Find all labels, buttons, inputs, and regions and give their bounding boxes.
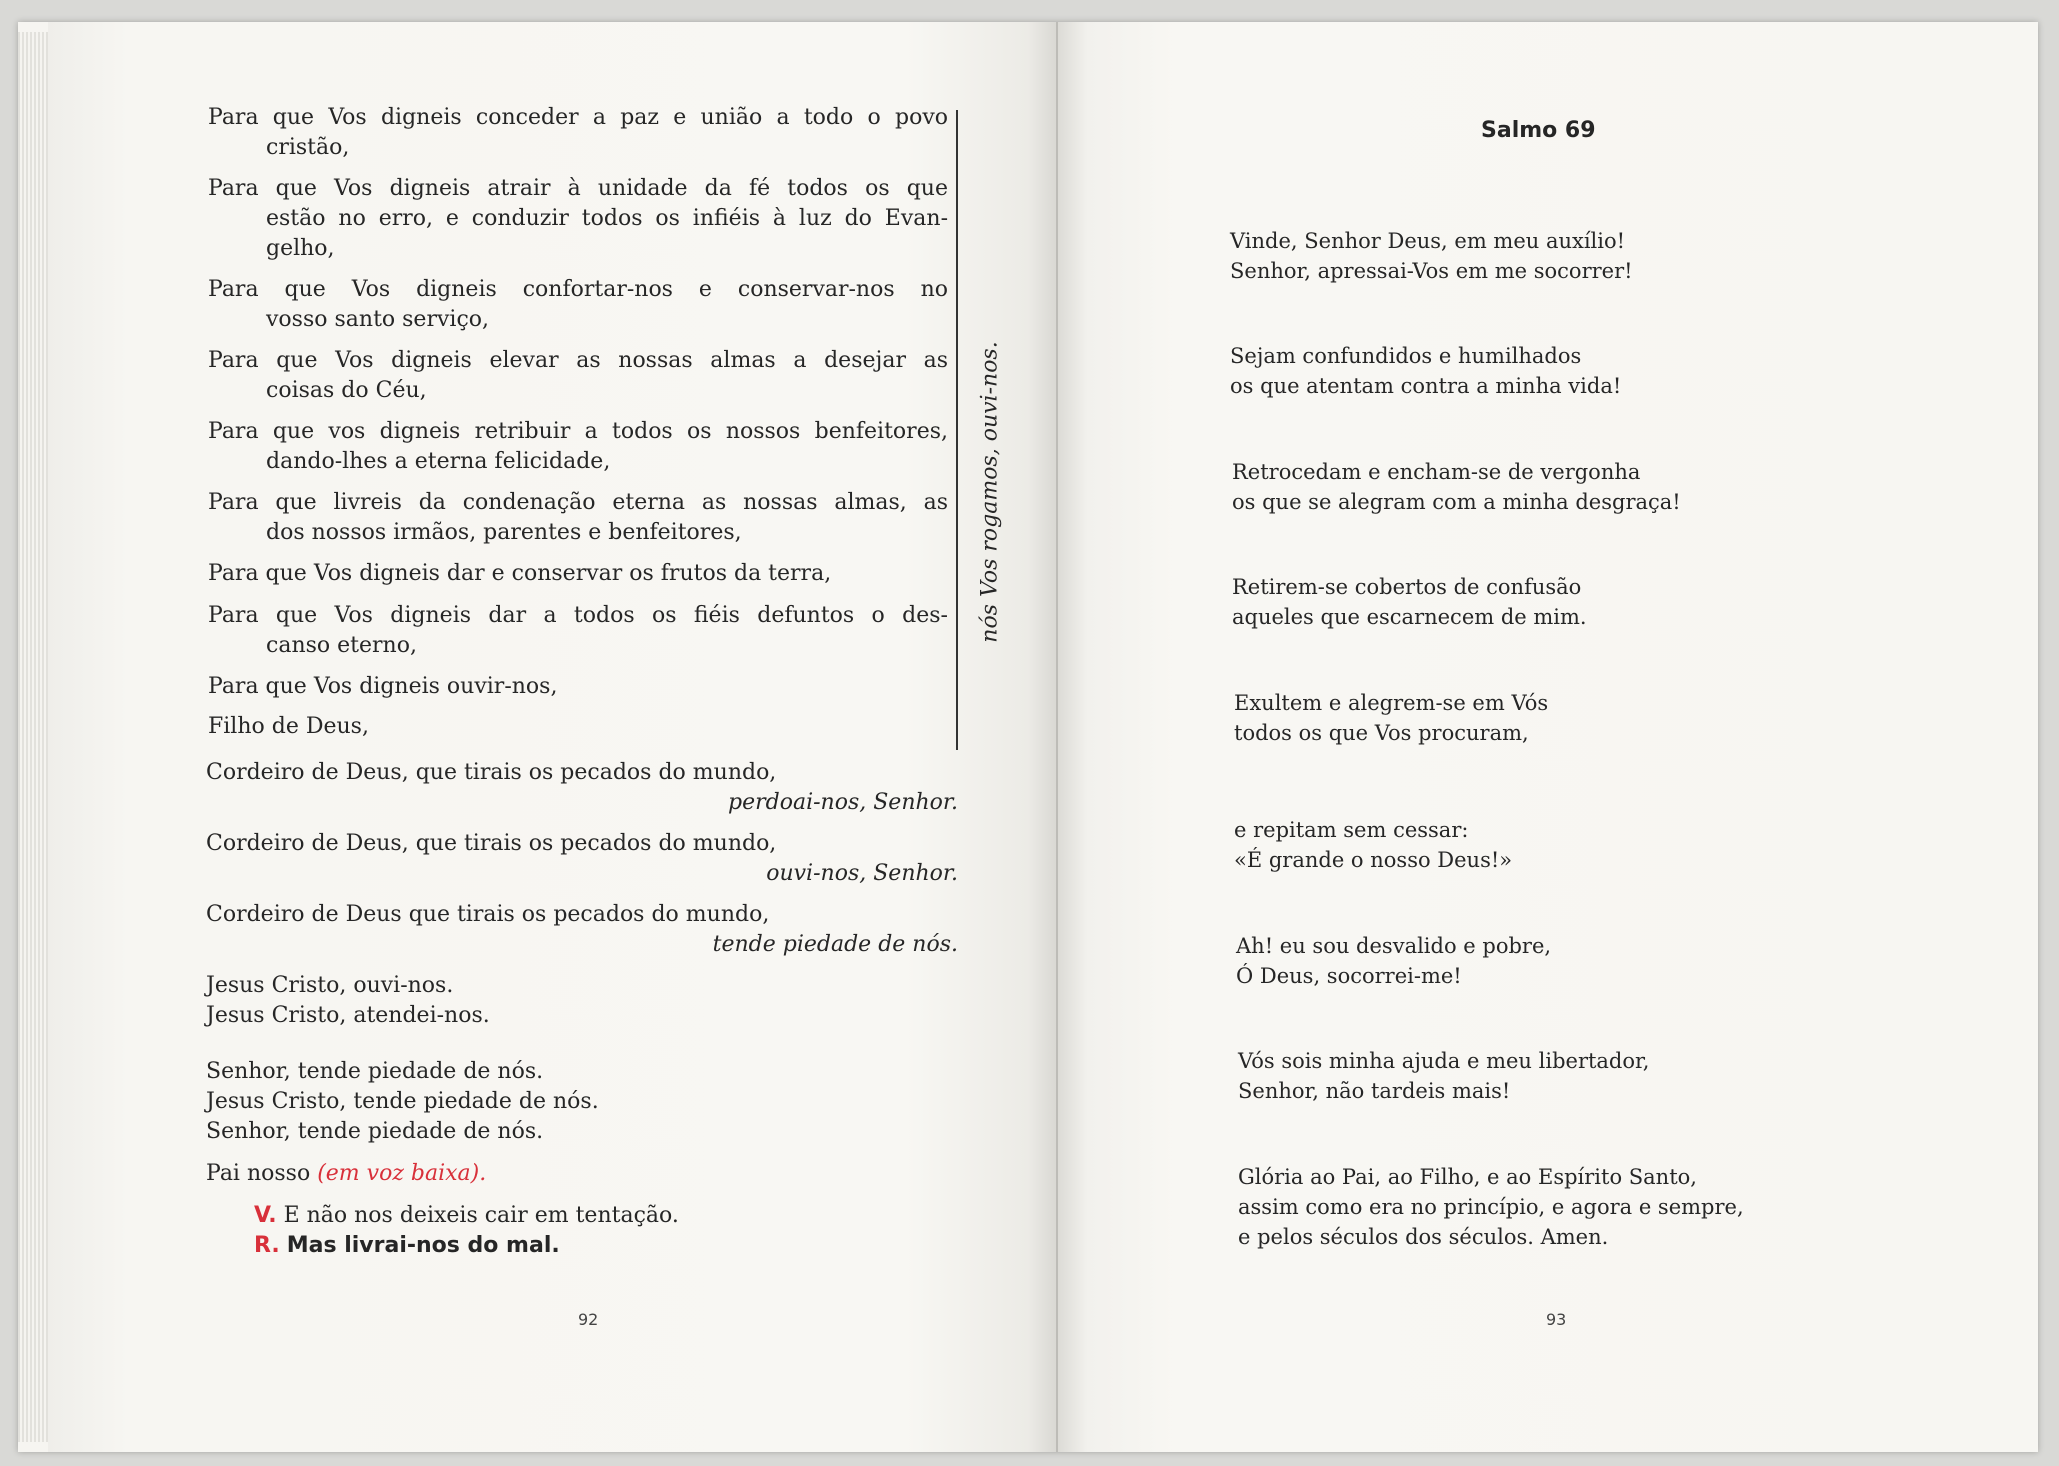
right-page bbox=[1058, 22, 2038, 1452]
versicle-label: V. bbox=[254, 1203, 277, 1228]
petition-line: Para que Vos digneis dar e conservar os frutos da terra, bbox=[208, 561, 832, 586]
petition-line: dos nossos irmãos, parentes e benfeitores, bbox=[266, 520, 742, 545]
versicle-line bbox=[254, 1202, 679, 1230]
petition-line: Para que Vos digneis dar a todos os fiéis defuntos o des- bbox=[208, 603, 948, 628]
pai-nosso-rubric: (em voz baixa). bbox=[317, 1161, 487, 1186]
page-number-left: 92 bbox=[578, 1310, 599, 1329]
page-number-right: 93 bbox=[1546, 1310, 1567, 1329]
stanza-line: assim como era no princípio, e agora e sempre, bbox=[1238, 1195, 1744, 1219]
petition-line: vosso santo serviço, bbox=[266, 307, 489, 332]
stanza-line: Sejam confundidos e humilhados bbox=[1230, 344, 1582, 368]
agnus-response: ouvi-nos, Senhor. bbox=[766, 861, 958, 886]
petition-line: Filho de Deus, bbox=[208, 714, 369, 739]
petition-line: Para que Vos digneis atrair à unidade da fé todos os que bbox=[208, 176, 948, 201]
stanza-line: aqueles que escarnecem de mim. bbox=[1232, 605, 1587, 629]
jesus-line: Jesus Cristo, ouvi-nos. bbox=[206, 973, 454, 998]
stanza-line: Exultem e alegrem-se em Vós bbox=[1234, 691, 1549, 715]
open-book bbox=[18, 22, 2038, 1452]
stanza-line: Ó Deus, socorrei-me! bbox=[1236, 964, 1462, 988]
kyrie-line: Jesus Cristo, tende piedade de nós. bbox=[206, 1089, 599, 1114]
versicle-text: E não nos deixeis cair em tentação. bbox=[283, 1203, 679, 1228]
stanza-line: e pelos séculos dos séculos. Amen. bbox=[1238, 1225, 1609, 1249]
petition-line: canso eterno, bbox=[266, 633, 417, 658]
stanza-line: Vinde, Senhor Deus, em meu auxílio! bbox=[1230, 229, 1626, 253]
petition-line: coisas do Céu, bbox=[266, 378, 427, 403]
agnus-response: tende piedade de nós. bbox=[712, 932, 958, 957]
petition-line: Para que Vos digneis elevar as nossas almas a desejar as bbox=[208, 348, 948, 373]
response-text: Mas livrai-nos do mal. bbox=[286, 1233, 560, 1258]
page-edges bbox=[18, 32, 48, 1442]
response-label: R. bbox=[254, 1233, 280, 1258]
petition-line: Para que Vos digneis confortar-nos e conservar-nos no bbox=[208, 277, 948, 302]
jesus-line: Jesus Cristo, atendei-nos. bbox=[206, 1003, 490, 1028]
petition-line: dando-lhes a eterna felicidade, bbox=[266, 449, 611, 474]
response-bracket bbox=[956, 110, 958, 750]
petition-line: gelho, bbox=[266, 236, 335, 261]
petition-line: Para que Vos digneis conceder a paz e união a todo o povo bbox=[208, 105, 948, 130]
stanza-line: «É grande o nosso Deus!» bbox=[1234, 848, 1513, 872]
stanza-line: e repitam sem cessar: bbox=[1234, 818, 1469, 842]
bracket-response-text: nós Vos rogamos, ouvi-nos. bbox=[977, 341, 1003, 643]
stanza-line: Retirem-se cobertos de confusão bbox=[1232, 575, 1582, 599]
petition-line: estão no erro, e conduzir todos os infiéis à luz do Evan- bbox=[266, 206, 948, 231]
stanza-line: Senhor, não tardeis mais! bbox=[1238, 1079, 1511, 1103]
stanza-line: Ah! eu sou desvalido e pobre, bbox=[1236, 934, 1552, 958]
petition-line: Para que livreis da condenação eterna as nossas almas, as bbox=[208, 490, 948, 515]
agnus-line: Cordeiro de Deus que tirais os pecados do mundo, bbox=[206, 902, 770, 927]
stanza-line: os que atentam contra a minha vida! bbox=[1230, 374, 1622, 398]
stanza-line: Glória ao Pai, ao Filho, e ao Espírito Santo, bbox=[1238, 1165, 1697, 1189]
pai-nosso-text: Pai nosso bbox=[206, 1161, 311, 1186]
agnus-response: perdoai-nos, Senhor. bbox=[728, 790, 958, 815]
pai-nosso-line bbox=[206, 1160, 486, 1188]
psalm-title: Salmo 69 bbox=[1481, 118, 1596, 143]
agnus-line: Cordeiro de Deus, que tirais os pecados do mundo, bbox=[206, 831, 777, 856]
petition-line: Para que Vos digneis ouvir-nos, bbox=[208, 674, 558, 699]
left-page bbox=[48, 22, 1058, 1452]
stanza-line: Senhor, apressai-Vos em me socorrer! bbox=[1230, 259, 1633, 283]
stanza-line: Vós sois minha ajuda e meu libertador, bbox=[1238, 1049, 1650, 1073]
agnus-line: Cordeiro de Deus, que tirais os pecados do mundo, bbox=[206, 760, 777, 785]
petition-line: cristão, bbox=[266, 135, 350, 160]
kyrie-line: Senhor, tende piedade de nós. bbox=[206, 1059, 544, 1084]
kyrie-line: Senhor, tende piedade de nós. bbox=[206, 1119, 544, 1144]
stanza-line: Retrocedam e encham-se de vergonha bbox=[1232, 460, 1641, 484]
stanza-line: todos os que Vos procuram, bbox=[1234, 721, 1529, 745]
response-line bbox=[254, 1232, 560, 1260]
stanza-line: os que se alegram com a minha desgraça! bbox=[1232, 490, 1681, 514]
petition-line: Para que vos digneis retribuir a todos os nossos benfeitores, bbox=[208, 419, 948, 444]
